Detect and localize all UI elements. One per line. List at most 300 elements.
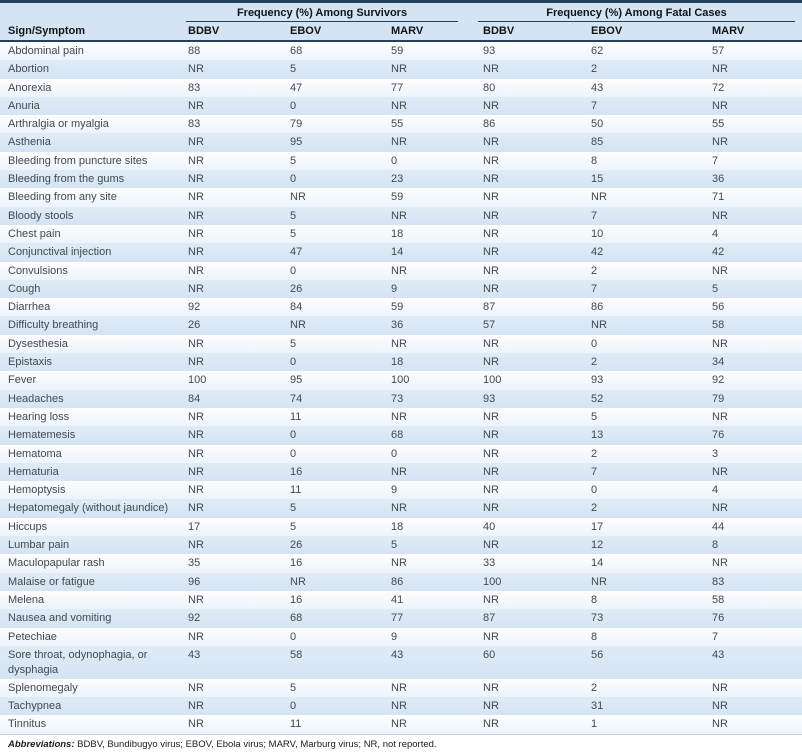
value-cell: 84 (290, 301, 303, 314)
symptom-label: Diarrhea (8, 301, 51, 314)
symptom-label: Maculopapular rash (8, 557, 105, 570)
value-cell: 87 (483, 301, 496, 314)
value-cell: 11 (290, 718, 302, 731)
value-cell: NR (483, 63, 499, 76)
table-row (0, 225, 802, 243)
value-cell: NR (391, 465, 407, 478)
symptom-label: Splenomegaly (8, 681, 78, 694)
value-cell: NR (188, 99, 204, 112)
value-cell: NR (188, 502, 204, 515)
value-cell: 3 (712, 447, 719, 460)
value-cell: 18 (391, 227, 404, 240)
group-header-row (0, 3, 802, 22)
value-cell: NR (188, 136, 204, 149)
value-cell: NR (188, 484, 204, 497)
symptom-label: Nausea and vomiting (8, 612, 112, 625)
value-cell: 47 (290, 246, 303, 259)
value-cell: 0 (391, 154, 398, 167)
footnote (0, 734, 802, 754)
symptom-label: Conjunctival injection (8, 246, 112, 259)
value-cell: NR (483, 154, 499, 167)
value-cell: 2 (591, 63, 598, 76)
symptom-label: Dysesthesia (8, 337, 68, 350)
value-cell: NR (188, 356, 204, 369)
table-row (0, 481, 802, 499)
table-row (0, 591, 802, 609)
value-cell: 68 (290, 45, 303, 57)
value-cell: 2 (591, 356, 598, 369)
value-cell: 4 (712, 227, 719, 240)
value-cell: 26 (290, 539, 303, 552)
value-cell: 18 (391, 520, 404, 533)
value-cell: NR (188, 429, 204, 442)
value-cell: NR (483, 681, 499, 694)
value-cell: 0 (290, 700, 297, 713)
value-cell: 7 (712, 630, 719, 643)
table-row (0, 243, 802, 261)
symptom-label: Difficulty breathing (8, 319, 99, 332)
value-cell: NR (483, 429, 499, 442)
group-header-fatal-label: Frequency (%) Among Fatal Cases (478, 5, 795, 22)
value-cell: 100 (391, 374, 410, 387)
value-cell: 83 (712, 575, 725, 588)
symptom-label: Epistaxis (8, 356, 53, 369)
table-row (0, 280, 802, 298)
value-cell: NR (483, 465, 499, 478)
value-cell: 52 (591, 392, 604, 405)
value-cell: 33 (483, 557, 496, 570)
value-cell: NR (290, 191, 306, 204)
value-cell: NR (188, 718, 204, 731)
table-row (0, 42, 802, 60)
value-cell: NR (188, 246, 204, 259)
symptom-label: Anorexia (8, 81, 52, 94)
value-cell: NR (712, 337, 728, 350)
symptom-label: Bleeding from puncture sites (8, 154, 148, 167)
value-cell: NR (391, 700, 407, 713)
column-header-fatal-marv: MARV (712, 25, 745, 37)
value-cell: NR (188, 282, 204, 295)
value-cell: NR (483, 136, 499, 149)
value-cell: NR (483, 282, 499, 295)
value-cell: NR (712, 700, 728, 713)
value-cell: 44 (712, 520, 725, 533)
table-row (0, 426, 802, 444)
value-cell: NR (591, 319, 607, 332)
value-cell: NR (391, 264, 407, 277)
table-row (0, 609, 802, 627)
value-cell: 56 (591, 648, 604, 661)
value-cell: 93 (483, 45, 496, 57)
column-header-fatal-ebov: EBOV (591, 25, 623, 37)
value-cell: 34 (712, 356, 725, 369)
value-cell: 92 (188, 301, 201, 314)
value-cell: NR (712, 465, 728, 478)
value-cell: NR (391, 99, 407, 112)
column-header-survivors-bdbv: BDBV (188, 25, 220, 37)
value-cell: 73 (591, 612, 604, 625)
table-row (0, 298, 802, 316)
symptom-label: Hematemesis (8, 429, 76, 442)
value-cell: 55 (712, 118, 725, 131)
value-cell: NR (483, 447, 499, 460)
value-cell: NR (188, 191, 204, 204)
value-cell: 76 (712, 612, 725, 625)
value-cell: 0 (290, 99, 297, 112)
symptom-label: Bleeding from the gums (8, 173, 125, 186)
value-cell: 7 (712, 154, 719, 167)
value-cell: NR (483, 484, 499, 497)
value-cell: 5 (290, 63, 297, 76)
value-cell: NR (712, 209, 728, 222)
table-row (0, 628, 802, 646)
column-header-survivors-ebov: EBOV (290, 25, 322, 37)
value-cell: 4 (712, 484, 719, 497)
value-cell: NR (483, 356, 499, 369)
value-cell: 87 (483, 612, 496, 625)
symptom-label: Melena (8, 593, 45, 606)
value-cell: 0 (290, 356, 297, 369)
symptom-label: Abdominal pain (8, 45, 84, 57)
symptom-label: Sore throat, odynophagia, or dysphagia (8, 648, 148, 676)
value-cell: 79 (712, 392, 725, 405)
table-body (0, 42, 802, 734)
table-row (0, 79, 802, 97)
value-cell: NR (591, 575, 607, 588)
value-cell: 58 (290, 648, 303, 661)
table-header (0, 0, 802, 42)
value-cell: NR (712, 99, 728, 112)
value-cell: NR (188, 681, 204, 694)
value-cell: 50 (591, 118, 604, 131)
value-cell: 0 (391, 447, 398, 460)
value-cell: 5 (290, 227, 297, 240)
table-row (0, 408, 802, 426)
value-cell: 16 (290, 557, 303, 570)
value-cell: NR (391, 718, 407, 731)
symptom-label: Hemoptysis (8, 484, 66, 497)
value-cell: 5 (290, 209, 297, 222)
value-cell: 0 (290, 429, 297, 442)
table-row (0, 60, 802, 78)
value-cell: 41 (391, 593, 404, 606)
value-cell: 9 (391, 630, 398, 643)
value-cell: 84 (188, 392, 201, 405)
value-cell: NR (483, 700, 499, 713)
value-cell: 5 (391, 539, 398, 552)
table-row (0, 463, 802, 481)
value-cell: NR (391, 502, 407, 515)
column-header-row (0, 22, 802, 40)
table-row (0, 170, 802, 188)
value-cell: 36 (712, 173, 725, 186)
value-cell: 0 (290, 173, 297, 186)
value-cell: 59 (391, 45, 404, 57)
value-cell: NR (712, 63, 728, 76)
value-cell: 14 (391, 246, 404, 259)
value-cell: 43 (391, 648, 404, 661)
footnote-text: BDBV, Bundibugyo virus; EBOV, Ebola virus; MARV, Marburg virus; NR, not reported. (74, 738, 437, 750)
value-cell: NR (483, 99, 499, 112)
value-cell: 100 (188, 374, 207, 387)
value-cell: 17 (188, 520, 201, 533)
value-cell: 42 (712, 246, 725, 259)
group-header-survivors (180, 3, 475, 22)
value-cell: 26 (188, 319, 201, 332)
table-row (0, 499, 802, 517)
value-cell: 8 (591, 154, 598, 167)
value-cell: 76 (712, 429, 725, 442)
symptom-label: Asthenia (8, 136, 51, 149)
value-cell: 23 (391, 173, 404, 186)
value-cell: 40 (483, 520, 496, 533)
value-cell: 0 (591, 337, 598, 350)
value-cell: NR (188, 209, 204, 222)
value-cell: 43 (712, 648, 725, 661)
group-header-fatal (475, 3, 802, 22)
value-cell: NR (391, 410, 407, 423)
value-cell: 9 (391, 484, 398, 497)
table-row (0, 133, 802, 151)
value-cell: 11 (290, 484, 302, 497)
value-cell: NR (712, 557, 728, 570)
table-row (0, 536, 802, 554)
value-cell: 2 (591, 264, 598, 277)
table-row (0, 518, 802, 536)
value-cell: NR (188, 447, 204, 460)
value-cell: NR (391, 136, 407, 149)
table-row (0, 188, 802, 206)
value-cell: NR (188, 63, 204, 76)
symptom-label: Tinnitus (8, 718, 47, 731)
value-cell: NR (712, 136, 728, 149)
value-cell: NR (391, 337, 407, 350)
table-row (0, 679, 802, 697)
value-cell: NR (290, 319, 306, 332)
value-cell: 43 (591, 81, 604, 94)
value-cell: NR (188, 410, 204, 423)
table-row (0, 353, 802, 371)
value-cell: 60 (483, 648, 496, 661)
value-cell: NR (483, 593, 499, 606)
value-cell: 7 (591, 209, 598, 222)
symptom-label: Chest pain (8, 227, 61, 240)
value-cell: NR (188, 227, 204, 240)
value-cell: 2 (591, 502, 598, 515)
value-cell: 5 (290, 154, 297, 167)
symptom-label: Malaise or fatigue (8, 575, 95, 588)
value-cell: 92 (712, 374, 725, 387)
value-cell: 86 (391, 575, 404, 588)
value-cell: 56 (712, 301, 725, 314)
value-cell: 57 (483, 319, 496, 332)
value-cell: 5 (290, 502, 297, 515)
value-cell: 10 (591, 227, 604, 240)
symptom-label: Cough (8, 282, 41, 295)
table-row (0, 445, 802, 463)
value-cell: NR (712, 502, 728, 515)
symptom-label: Convulsions (8, 264, 68, 277)
symptom-label: Hiccups (8, 520, 48, 533)
value-cell: NR (391, 557, 407, 570)
table-row (0, 262, 802, 280)
value-cell: 93 (591, 374, 604, 387)
value-cell: 96 (188, 575, 201, 588)
value-cell: 43 (188, 648, 201, 661)
value-cell: 2 (591, 681, 598, 694)
value-cell: NR (712, 681, 728, 694)
table-row (0, 371, 802, 389)
symptom-label: Tachypnea (8, 700, 62, 713)
value-cell: 80 (483, 81, 496, 94)
value-cell: 100 (483, 374, 502, 387)
value-cell: 58 (712, 593, 725, 606)
value-cell: NR (483, 191, 499, 204)
value-cell: 71 (712, 191, 725, 204)
column-header-survivors-marv: MARV (391, 25, 424, 37)
value-cell: 36 (391, 319, 404, 332)
symptom-label: Lumbar pain (8, 539, 70, 552)
value-cell: 35 (188, 557, 201, 570)
value-cell: NR (483, 227, 499, 240)
value-cell: 58 (712, 319, 725, 332)
value-cell: 62 (591, 45, 604, 57)
table-row (0, 152, 802, 170)
value-cell: NR (483, 630, 499, 643)
value-cell: 47 (290, 81, 303, 94)
value-cell: 15 (591, 173, 604, 186)
value-cell: NR (483, 209, 499, 222)
value-cell: 77 (391, 81, 404, 94)
value-cell: 16 (290, 593, 303, 606)
value-cell: NR (712, 410, 728, 423)
value-cell: 83 (188, 81, 201, 94)
value-cell: 18 (391, 356, 404, 369)
value-cell: 0 (591, 484, 598, 497)
symptom-label: Petechiae (8, 630, 57, 643)
symptom-label: Bleeding from any site (8, 191, 117, 204)
footnote-abbreviations-label: Abbreviations: (8, 738, 75, 750)
symptom-label: Fever (8, 374, 37, 387)
value-cell: 100 (483, 575, 502, 588)
value-cell: 31 (591, 700, 604, 713)
value-cell: 17 (591, 520, 604, 533)
value-cell: 79 (290, 118, 303, 131)
table-row (0, 715, 802, 733)
value-cell: 74 (290, 392, 303, 405)
value-cell: 88 (188, 45, 201, 57)
value-cell: 77 (391, 612, 404, 625)
value-cell: 55 (391, 118, 404, 131)
symptom-label: Arthralgia or myalgia (8, 118, 109, 131)
symptom-label: Abortion (8, 63, 49, 76)
value-cell: NR (188, 264, 204, 277)
value-cell: 0 (290, 630, 297, 643)
column-header-fatal-bdbv: BDBV (483, 25, 515, 37)
value-cell: 16 (290, 465, 303, 478)
value-cell: 12 (591, 539, 604, 552)
value-cell: 59 (391, 301, 404, 314)
value-cell: NR (391, 209, 407, 222)
table-row (0, 207, 802, 225)
value-cell: 5 (712, 282, 719, 295)
value-cell: NR (188, 630, 204, 643)
table-row (0, 554, 802, 572)
value-cell: 95 (290, 136, 303, 149)
value-cell: 72 (712, 81, 725, 94)
value-cell: 86 (483, 118, 496, 131)
table-row (0, 335, 802, 353)
symptom-label: Hematuria (8, 465, 59, 478)
value-cell: NR (712, 718, 728, 731)
value-cell: 68 (391, 429, 404, 442)
table-row (0, 97, 802, 115)
value-cell: 8 (591, 593, 598, 606)
value-cell: NR (483, 246, 499, 259)
value-cell: NR (483, 502, 499, 515)
value-cell: 9 (391, 282, 398, 295)
value-cell: NR (290, 575, 306, 588)
value-cell: NR (188, 465, 204, 478)
value-cell: 0 (290, 447, 297, 460)
table-row (0, 697, 802, 715)
table-row (0, 115, 802, 133)
value-cell: 5 (290, 681, 297, 694)
value-cell: 93 (483, 392, 496, 405)
value-cell: 14 (591, 557, 604, 570)
value-cell: NR (712, 264, 728, 277)
value-cell: NR (483, 539, 499, 552)
table-row (0, 646, 802, 679)
column-header-sign-symptom: Sign/Symptom (8, 25, 86, 37)
value-cell: NR (483, 173, 499, 186)
value-cell: 95 (290, 374, 303, 387)
value-cell: 8 (712, 539, 719, 552)
symptom-label: Anuria (8, 99, 40, 112)
value-cell: NR (188, 700, 204, 713)
table-row (0, 573, 802, 591)
group-header-spacer (0, 3, 180, 22)
value-cell: 11 (290, 410, 302, 423)
table-row (0, 390, 802, 408)
symptom-label: Bloody stools (8, 209, 74, 222)
value-cell: 5 (290, 337, 297, 350)
symptom-label: Hepatomegaly (without jaundice) (8, 502, 169, 515)
value-cell: 83 (188, 118, 201, 131)
value-cell: 5 (591, 410, 598, 423)
symptom-label: Hearing loss (8, 410, 70, 423)
value-cell: 8 (591, 630, 598, 643)
value-cell: 7 (591, 465, 598, 478)
value-cell: 57 (712, 45, 725, 57)
symptom-label: Hematoma (8, 447, 62, 460)
value-cell: 73 (391, 392, 404, 405)
value-cell: 13 (591, 429, 604, 442)
value-cell: NR (591, 191, 607, 204)
value-cell: NR (483, 337, 499, 350)
value-cell: 5 (290, 520, 297, 533)
value-cell: 1 (591, 718, 598, 731)
table-row (0, 316, 802, 334)
value-cell: NR (188, 173, 204, 186)
value-cell: NR (483, 718, 499, 731)
value-cell: NR (483, 410, 499, 423)
value-cell: NR (188, 337, 204, 350)
value-cell: 26 (290, 282, 303, 295)
value-cell: NR (188, 539, 204, 552)
value-cell: 2 (591, 447, 598, 460)
value-cell: NR (188, 593, 204, 606)
